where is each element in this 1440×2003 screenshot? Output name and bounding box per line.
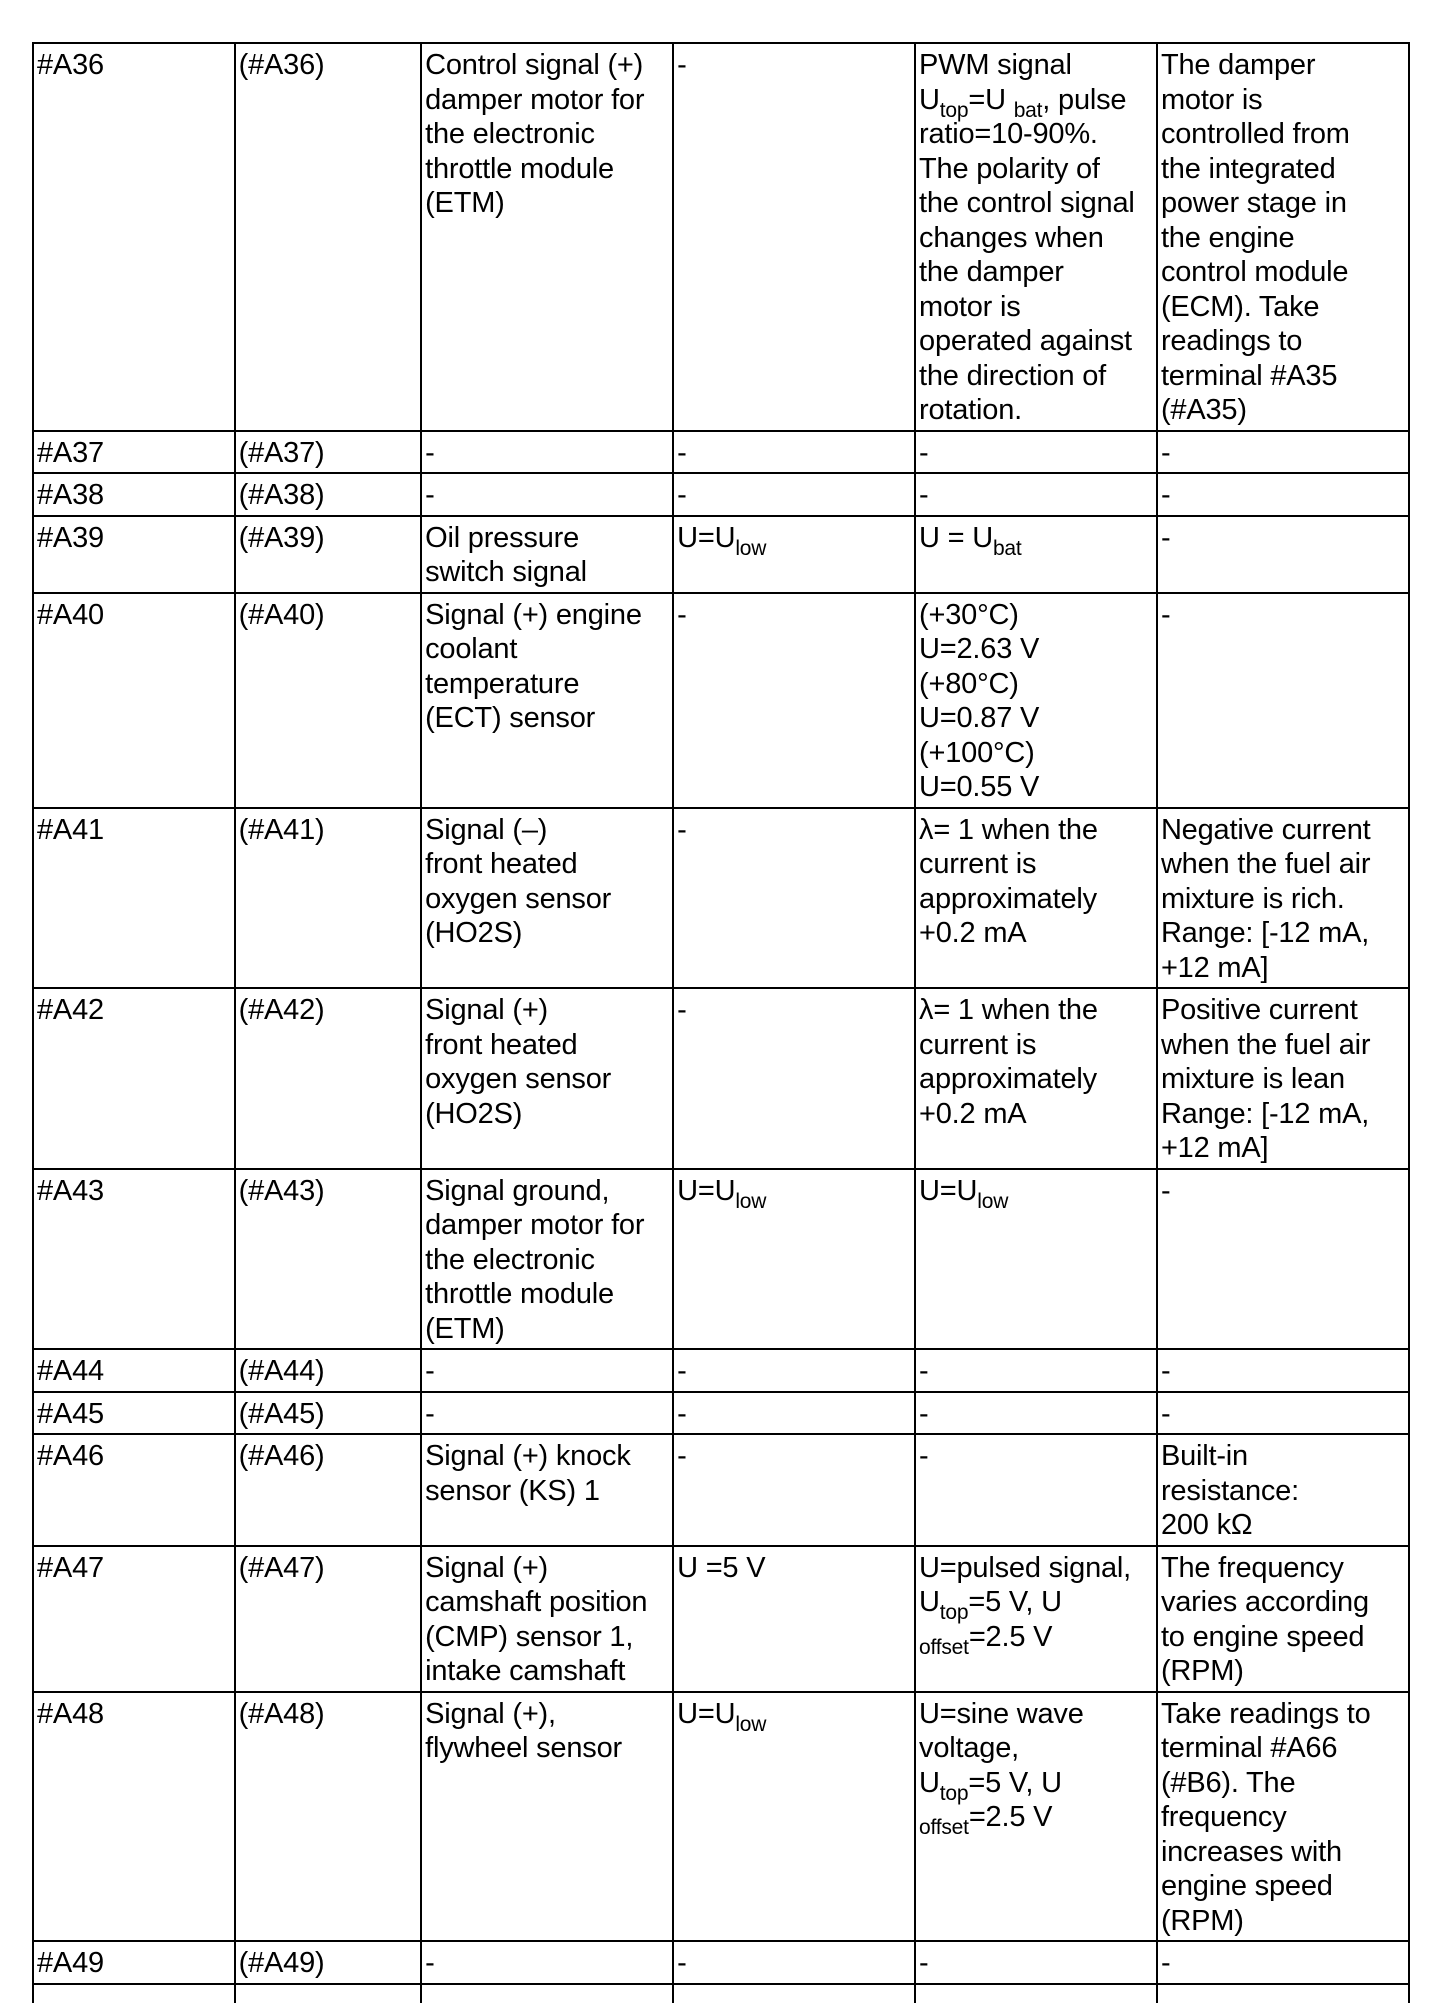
- remarks-cell: [1157, 1392, 1409, 1435]
- subscript: offset: [919, 1816, 969, 1839]
- cell-line: -: [425, 479, 435, 511]
- cell-line: -: [677, 1397, 687, 1430]
- alt-terminal-cell: [235, 1169, 421, 1350]
- cell-line: (#A35): [1160, 394, 1247, 426]
- cell-line: [677, 1697, 911, 1736]
- cell-line: Signal (+): [425, 994, 549, 1026]
- cell-line: -: [919, 1355, 929, 1387]
- remarks-cell: [1157, 1349, 1409, 1392]
- alt-terminal-cell: [235, 1434, 421, 1546]
- cell-line: terminal #A35: [1160, 359, 1338, 392]
- cell-line: mixture is lean: [1160, 1063, 1345, 1095]
- terminal-cell: [33, 1392, 235, 1435]
- terminal-cell: [33, 43, 235, 431]
- subscript: bat: [992, 536, 1022, 560]
- cell-line: (#A44): [238, 1355, 325, 1387]
- cell-line: #A47: [37, 1551, 104, 1584]
- value-cell: [915, 593, 1157, 808]
- cell-line: #A37: [37, 436, 104, 469]
- remarks-cell: [1157, 516, 1409, 593]
- cell-line: Signal (+),: [425, 1697, 556, 1730]
- cell-line: current is: [919, 848, 1037, 880]
- cell-line: Positive current: [1160, 994, 1358, 1026]
- subscript: low: [735, 1189, 767, 1213]
- table-row: [33, 808, 1409, 989]
- text-run: U = U: [919, 521, 993, 554]
- cell-line: (ECT) sensor: [425, 702, 596, 734]
- cell-line: the direction of: [919, 359, 1107, 392]
- cell-line: #A41: [37, 813, 104, 846]
- cell-line: -: [425, 1355, 435, 1387]
- cell-line: terminal #A66: [1160, 1732, 1338, 1764]
- continuation-cell: [1157, 1984, 1409, 2003]
- subscript: low: [977, 1189, 1009, 1213]
- terminal-cell: [33, 1169, 235, 1350]
- cell-line: +12 mA]: [1160, 1132, 1269, 1164]
- cell-line: λ= 1 when the: [919, 994, 1098, 1026]
- cell-line: U=2.63 V: [919, 633, 1040, 665]
- cell-line: the integrated: [1160, 152, 1336, 185]
- alt-terminal-cell: [235, 473, 421, 516]
- description-cell: [421, 1349, 673, 1392]
- voltage-off-cell: [673, 516, 915, 593]
- cell-line: (#A40): [238, 598, 325, 631]
- value-cell: [915, 431, 1157, 474]
- table-row: [33, 1546, 1409, 1692]
- cell-line: approximately: [919, 1063, 1097, 1095]
- terminal-cell: [33, 1692, 235, 1942]
- voltage-off-cell: [673, 988, 915, 1169]
- cell-line: (#B6). The: [1160, 1766, 1296, 1799]
- cell-line: oxygen sensor: [425, 1063, 612, 1095]
- continuation-cell: [421, 1984, 673, 2003]
- voltage-off-cell: [673, 1169, 915, 1350]
- voltage-off-cell: [673, 43, 915, 431]
- cell-line: front heated: [425, 848, 578, 880]
- pinout-table-page: [32, 42, 1410, 2003]
- cell-line: -: [677, 994, 687, 1026]
- cell-line: (#A38): [238, 479, 325, 511]
- cell-line: [919, 1174, 1153, 1213]
- cell-line: #A43: [37, 1174, 104, 1207]
- cell-line: (#A48): [238, 1697, 325, 1730]
- subscript: top: [939, 1601, 969, 1624]
- remarks-cell: [1157, 473, 1409, 516]
- terminal-cell: [33, 473, 235, 516]
- voltage-off-cell: [673, 1941, 915, 1984]
- cell-line: Control signal (+): [425, 49, 644, 81]
- cell-line: (#A47): [238, 1551, 325, 1584]
- alt-terminal-cell: [235, 43, 421, 431]
- voltage-off-cell: [673, 1692, 915, 1942]
- table-row: [33, 1434, 1409, 1546]
- alt-terminal-cell: [235, 988, 421, 1169]
- cell-line: front heated: [425, 1028, 578, 1061]
- voltage-off-cell: [673, 808, 915, 989]
- cell-line: when the fuel air: [1160, 1028, 1371, 1061]
- value-cell: [915, 988, 1157, 1169]
- cell-line: Range: [-12 mA,: [1160, 917, 1370, 949]
- table-row: [33, 516, 1409, 593]
- cell-line: -: [677, 598, 687, 631]
- continuation-cell: [235, 1984, 421, 2003]
- terminal-cell: [33, 1349, 235, 1392]
- voltage-off-cell: [673, 1434, 915, 1546]
- cell-line: -: [919, 1440, 929, 1472]
- cell-line: -: [1160, 436, 1171, 469]
- subscript: low: [735, 1712, 767, 1736]
- cell-line: Take readings to: [1160, 1697, 1371, 1730]
- cell-line: (#A49): [238, 1947, 325, 1979]
- text-run: U=U: [919, 1174, 978, 1207]
- cell-line: [919, 521, 1153, 560]
- cell-line: -: [919, 1397, 929, 1430]
- cell-line: varies according: [1160, 1586, 1369, 1618]
- cell-line: #A48: [37, 1697, 104, 1730]
- table-continuation-row: [33, 1984, 1409, 2003]
- description-cell: [421, 473, 673, 516]
- cell-line: (RPM): [1160, 1904, 1244, 1937]
- text-run: =5 V, U: [968, 1766, 1062, 1799]
- cell-line: (ETM): [425, 187, 505, 219]
- cell-line: motor is: [1160, 83, 1263, 116]
- cell-line: mixture is rich.: [1160, 882, 1345, 915]
- cell-line: -: [1160, 1947, 1171, 1979]
- voltage-off-cell: [673, 593, 915, 808]
- alt-terminal-cell: [235, 1546, 421, 1692]
- cell-line: +0.2 mA: [919, 917, 1027, 949]
- cell-line: the engine: [1160, 221, 1295, 254]
- text-run: U=U: [677, 521, 736, 554]
- cell-line: -: [677, 813, 687, 846]
- cell-line: (+100°C): [919, 736, 1035, 769]
- table-row: [33, 1692, 1409, 1942]
- alt-terminal-cell: [235, 593, 421, 808]
- cell-line: the damper: [919, 256, 1064, 288]
- cell-line: temperature: [425, 667, 580, 700]
- continuation-cell: [33, 1984, 235, 2003]
- remarks-cell: [1157, 431, 1409, 474]
- cell-line: increases with: [1160, 1835, 1342, 1868]
- remarks-cell: [1157, 1941, 1409, 1984]
- text-run: U: [919, 1586, 940, 1618]
- cell-line: Signal (+): [425, 1551, 549, 1584]
- terminal-cell: [33, 593, 235, 808]
- cell-line: Signal (+) knock: [425, 1440, 631, 1472]
- text-run: U: [919, 83, 940, 116]
- cell-line: (#A46): [238, 1440, 325, 1472]
- table-row: [33, 43, 1409, 431]
- cell-line: #A49: [37, 1947, 104, 1979]
- cell-line: #A42: [37, 994, 104, 1026]
- cell-line: The polarity of: [919, 152, 1100, 185]
- cell-line: -: [919, 436, 929, 469]
- cell-line: -: [1160, 1397, 1171, 1430]
- cell-line: throttle module: [425, 1278, 614, 1310]
- cell-line: [919, 1800, 1153, 1839]
- cell-line: camshaft position: [425, 1586, 648, 1618]
- table-row: [33, 431, 1409, 474]
- cell-line: [677, 521, 911, 560]
- cell-line: to engine speed: [1160, 1620, 1365, 1653]
- text-run: U=U: [677, 1697, 736, 1730]
- cell-line: operated against: [919, 325, 1132, 357]
- cell-line: -: [677, 49, 687, 81]
- cell-line: readings to: [1160, 325, 1303, 357]
- table-row: [33, 1941, 1409, 1984]
- cell-line: -: [425, 1397, 435, 1430]
- subscript: top: [939, 98, 969, 122]
- terminal-cell: [33, 988, 235, 1169]
- value-cell: [915, 1434, 1157, 1546]
- cell-line: U =5 V: [677, 1551, 766, 1584]
- cell-line: resistance:: [1160, 1474, 1299, 1507]
- alt-terminal-cell: [235, 1392, 421, 1435]
- description-cell: [421, 1692, 673, 1942]
- cell-line: rotation.: [919, 394, 1023, 426]
- cell-line: -: [677, 479, 687, 511]
- value-cell: [915, 516, 1157, 593]
- cell-line: PWM signal: [919, 49, 1072, 81]
- cell-line: -: [919, 1947, 929, 1979]
- cell-line: The damper: [1160, 49, 1316, 81]
- cell-line: switch signal: [425, 556, 587, 588]
- cell-line: [919, 1766, 1153, 1805]
- cell-line: #A38: [37, 479, 104, 511]
- cell-line: +0.2 mA: [919, 1097, 1027, 1130]
- remarks-cell: [1157, 988, 1409, 1169]
- alt-terminal-cell: [235, 1941, 421, 1984]
- cell-line: flywheel sensor: [425, 1732, 622, 1764]
- cell-line: (HO2S): [425, 1097, 523, 1130]
- cell-line: ratio=10-90%.: [919, 118, 1098, 150]
- value-cell: [915, 808, 1157, 989]
- cell-line: voltage,: [919, 1732, 1019, 1764]
- alt-terminal-cell: [235, 808, 421, 989]
- cell-line: (#A42): [238, 994, 325, 1026]
- cell-line: (+30°C): [919, 598, 1019, 631]
- voltage-off-cell: [673, 431, 915, 474]
- cell-line: (#A36): [238, 49, 325, 81]
- cell-line: -: [677, 1355, 687, 1387]
- cell-line: (#A43): [238, 1174, 325, 1207]
- voltage-off-cell: [673, 1546, 915, 1692]
- table-row: [33, 988, 1409, 1169]
- terminal-cell: [33, 808, 235, 989]
- cell-line: the electronic: [425, 118, 595, 150]
- table-row: [33, 1169, 1409, 1350]
- pinout-table: [32, 42, 1410, 2003]
- cell-line: power stage in: [1160, 187, 1347, 219]
- remarks-cell: [1157, 43, 1409, 431]
- table-row: [33, 593, 1409, 808]
- cell-line: intake camshaft: [425, 1655, 626, 1687]
- cell-line: changes when: [919, 221, 1104, 254]
- description-cell: [421, 808, 673, 989]
- cell-line: sensor (KS) 1: [425, 1474, 600, 1507]
- cell-line: Oil pressure: [425, 521, 580, 554]
- cell-line: (ECM). Take: [1160, 290, 1320, 323]
- value-cell: [915, 1169, 1157, 1350]
- terminal-cell: [33, 516, 235, 593]
- value-cell: [915, 1692, 1157, 1942]
- cell-line: -: [425, 1947, 435, 1979]
- terminal-cell: [33, 1546, 235, 1692]
- alt-terminal-cell: [235, 431, 421, 474]
- remarks-cell: [1157, 808, 1409, 989]
- cell-line: -: [1160, 521, 1171, 554]
- description-cell: [421, 1392, 673, 1435]
- cell-line: -: [677, 1440, 687, 1472]
- cell-line: throttle module: [425, 152, 614, 185]
- cell-line: (#A41): [238, 813, 325, 846]
- subscript: top: [939, 1781, 969, 1805]
- remarks-cell: [1157, 1434, 1409, 1546]
- value-cell: [915, 473, 1157, 516]
- description-cell: [421, 1941, 673, 1984]
- remarks-cell: [1157, 1169, 1409, 1350]
- value-cell: [915, 1392, 1157, 1435]
- cell-line: -: [1160, 598, 1171, 631]
- cell-line: when the fuel air: [1160, 848, 1371, 880]
- cell-line: -: [1160, 479, 1171, 511]
- value-cell: [915, 1546, 1157, 1692]
- cell-line: Signal (–): [425, 813, 548, 846]
- cell-line: Built-in: [1160, 1440, 1248, 1472]
- text-run: U: [919, 1766, 940, 1799]
- cell-line: (+80°C): [919, 667, 1019, 700]
- cell-line: -: [919, 479, 929, 511]
- cell-line: [919, 1585, 1153, 1624]
- cell-line: U=pulsed signal,: [919, 1551, 1132, 1584]
- alt-terminal-cell: [235, 1349, 421, 1392]
- subscript: offset: [919, 1635, 969, 1659]
- cell-line: (HO2S): [425, 917, 523, 949]
- cell-line: #A45: [37, 1397, 104, 1430]
- voltage-off-cell: [673, 1349, 915, 1392]
- cell-line: #A39: [37, 521, 104, 554]
- cell-line: approximately: [919, 882, 1097, 915]
- cell-line: [919, 83, 1153, 122]
- cell-line: Negative current: [1160, 813, 1371, 846]
- cell-line: current is: [919, 1028, 1037, 1061]
- cell-line: the control signal: [919, 187, 1135, 219]
- alt-terminal-cell: [235, 516, 421, 593]
- terminal-cell: [33, 1434, 235, 1546]
- voltage-off-cell: [673, 1392, 915, 1435]
- description-cell: [421, 1546, 673, 1692]
- value-cell: [915, 1941, 1157, 1984]
- cell-line: -: [677, 1947, 687, 1979]
- alt-terminal-cell: [235, 1692, 421, 1942]
- cell-line: (#A37): [238, 436, 325, 469]
- text-run: =5 V, U: [968, 1586, 1062, 1618]
- table-row: [33, 1349, 1409, 1392]
- cell-line: Range: [-12 mA,: [1160, 1097, 1370, 1130]
- cell-line: controlled from: [1160, 118, 1350, 150]
- cell-line: control module: [1160, 256, 1349, 288]
- description-cell: [421, 988, 673, 1169]
- description-cell: [421, 593, 673, 808]
- cell-line: Signal ground,: [425, 1174, 610, 1207]
- cell-line: #A36: [37, 49, 104, 81]
- cell-line: Signal (+) engine: [425, 598, 642, 631]
- cell-line: [677, 1174, 911, 1213]
- cell-line: damper motor for: [425, 83, 645, 116]
- text-run: =2.5 V: [968, 1801, 1053, 1833]
- cell-line: U=0.55 V: [919, 771, 1040, 803]
- cell-line: -: [1160, 1355, 1171, 1387]
- cell-line: +12 mA]: [1160, 951, 1269, 984]
- cell-line: -: [1160, 1174, 1171, 1207]
- cell-line: U=0.87 V: [919, 702, 1040, 734]
- cell-line: -: [677, 436, 687, 469]
- subscript: bat: [1013, 98, 1043, 122]
- cell-line: (ETM): [425, 1312, 505, 1345]
- cell-line: oxygen sensor: [425, 882, 612, 915]
- continuation-cell: [915, 1984, 1157, 2003]
- cell-line: the electronic: [425, 1243, 595, 1276]
- cell-line: (#A45): [238, 1397, 325, 1430]
- cell-line: motor is: [919, 290, 1021, 323]
- table-row: [33, 1392, 1409, 1435]
- description-cell: [421, 431, 673, 474]
- remarks-cell: [1157, 1546, 1409, 1692]
- cell-line: (CMP) sensor 1,: [425, 1620, 634, 1653]
- text-run: =U: [968, 83, 1014, 116]
- description-cell: [421, 43, 673, 431]
- description-cell: [421, 1434, 673, 1546]
- cell-line: damper motor for: [425, 1209, 645, 1241]
- cell-line: (#A39): [238, 521, 325, 554]
- voltage-off-cell: [673, 473, 915, 516]
- cell-line: #A40: [37, 598, 104, 631]
- cell-line: frequency: [1160, 1801, 1287, 1833]
- cell-line: 200 kΩ: [1160, 1509, 1253, 1541]
- cell-line: #A46: [37, 1440, 104, 1472]
- continuation-cell: [673, 1984, 915, 2003]
- cell-line: U=sine wave: [919, 1697, 1084, 1730]
- description-cell: [421, 516, 673, 593]
- terminal-cell: [33, 1941, 235, 1984]
- description-cell: [421, 1169, 673, 1350]
- value-cell: [915, 1349, 1157, 1392]
- text-run: , pulse: [1042, 83, 1127, 116]
- cell-line: [919, 1620, 1153, 1659]
- remarks-cell: [1157, 593, 1409, 808]
- terminal-cell: [33, 431, 235, 474]
- pinout-table-body: [33, 43, 1409, 2003]
- cell-line: coolant: [425, 633, 518, 665]
- value-cell: [915, 43, 1157, 431]
- cell-line: #A44: [37, 1355, 104, 1387]
- cell-line: λ= 1 when the: [919, 813, 1098, 846]
- cell-line: The frequency: [1160, 1551, 1344, 1584]
- remarks-cell: [1157, 1692, 1409, 1942]
- cell-line: -: [425, 436, 435, 469]
- text-run: U=U: [677, 1174, 736, 1207]
- cell-line: (RPM): [1160, 1655, 1244, 1687]
- cell-line: engine speed: [1160, 1870, 1333, 1902]
- table-row: [33, 473, 1409, 516]
- text-run: =2.5 V: [968, 1620, 1053, 1653]
- subscript: low: [735, 536, 767, 560]
